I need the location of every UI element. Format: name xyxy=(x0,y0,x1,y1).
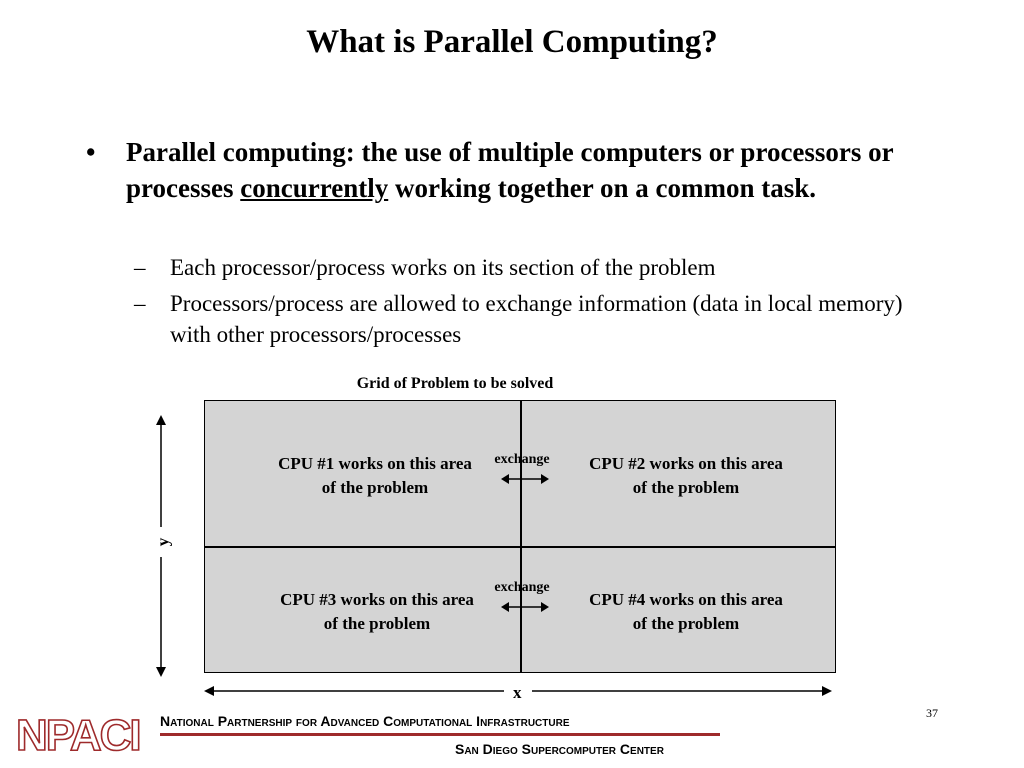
y-axis-label: y xyxy=(153,537,173,547)
cell-line1: CPU #3 works on this area xyxy=(280,590,474,609)
diagram-title: Grid of Problem to be solved xyxy=(356,375,554,392)
sub-bullet-dash: – xyxy=(134,291,146,316)
main-bullet-text xyxy=(126,134,946,206)
sub-bullet-text: Each processor/process works on its section of the problem xyxy=(170,255,716,280)
footer-divider xyxy=(160,733,720,736)
footer-org-line: National Partnership for Advanced Computational Infrastructure xyxy=(160,713,570,729)
cpu-cell-1 xyxy=(225,452,525,500)
bullet-text-after: working together on a common task. xyxy=(388,173,816,203)
slide-title: What is Parallel Computing? xyxy=(306,24,718,60)
cell-line1: CPU #2 works on this area xyxy=(589,454,783,473)
exchange-label-top: exchange xyxy=(494,452,550,467)
footer-center-line: San Diego Supercomputer Center xyxy=(455,741,664,757)
exchange-label-bottom: exchange xyxy=(494,580,550,595)
problem-grid xyxy=(204,400,836,673)
cell-line2: of the problem xyxy=(632,614,740,633)
cell-line1: CPU #4 works on this area xyxy=(589,590,783,609)
cell-line2: of the problem xyxy=(632,478,740,497)
sub-bullet-dash: – xyxy=(134,255,146,280)
sub-bullet-text: Processors/process are allowed to exchange information (data in local memory) with other processors/processes xyxy=(170,291,903,347)
grid-divider-horizontal xyxy=(205,546,835,548)
cpu-cell-4 xyxy=(536,588,836,636)
bullet-emphasis: concurrently xyxy=(240,173,389,203)
page-number: 37 xyxy=(926,706,938,720)
cell-line2: of the problem xyxy=(323,614,431,633)
cpu-cell-2 xyxy=(536,452,836,500)
npaci-logo xyxy=(14,708,156,760)
bullet-text-before: Parallel computing: the use of multiple computers or processors or processes xyxy=(126,137,894,203)
cell-line2: of the problem xyxy=(321,478,429,497)
cell-line1: CPU #1 works on this area xyxy=(278,454,472,473)
bullet-symbol: • xyxy=(86,137,96,167)
exchange-arrow-bottom xyxy=(501,601,549,613)
logo-text: NPACI xyxy=(16,711,140,760)
exchange-arrow-top xyxy=(501,473,549,485)
x-axis-label: x xyxy=(513,683,522,702)
